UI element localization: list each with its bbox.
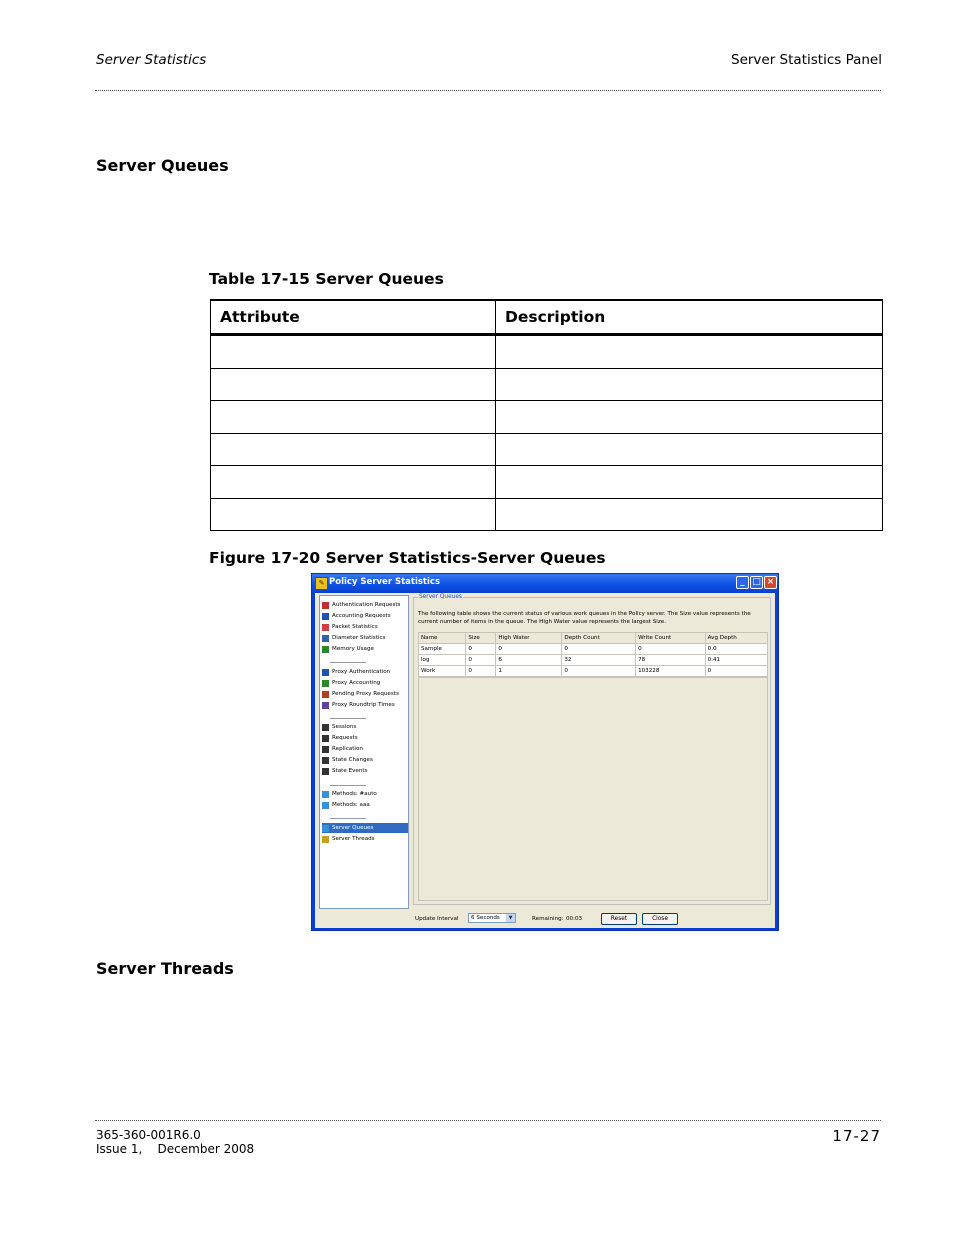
bars-icon <box>322 613 329 620</box>
remaining-value: 00:03 <box>566 916 583 922</box>
grid-icon <box>322 746 329 753</box>
globe-icon <box>322 791 329 798</box>
cell-write-count: 103228 <box>636 666 706 677</box>
chevron-down-icon[interactable]: ▼ <box>506 914 515 922</box>
server-queues-table <box>210 299 883 531</box>
table-row <box>211 498 883 531</box>
proxy-icon <box>322 680 329 687</box>
window-client-area <box>315 593 775 928</box>
sidebar-item-label: Authentication Requests <box>332 602 401 608</box>
sidebar-item-methods-aaa[interactable] <box>322 800 408 810</box>
description-cell <box>496 433 883 466</box>
description-cell <box>496 466 883 499</box>
cell-size: 0 <box>466 644 496 655</box>
attribute-cell <box>211 498 496 531</box>
sidebar-item-memory-usage[interactable] <box>322 644 408 654</box>
cell-write-count: 78 <box>636 655 706 666</box>
description-cell <box>496 498 883 531</box>
attribute-cell <box>211 335 496 369</box>
nav-separator <box>330 818 366 819</box>
sidebar-item-label: Server Threads <box>332 836 375 842</box>
table-row[interactable] <box>419 655 768 666</box>
sidebar-item-proxy-authentication[interactable] <box>322 667 408 677</box>
remaining-label: Remaining: <box>532 916 564 922</box>
update-interval-label: Update Interval <box>415 916 459 922</box>
sidebar-item-label: State Events <box>332 768 368 774</box>
nav-separator <box>330 718 366 719</box>
description-cell <box>496 368 883 401</box>
sidebar-item-label: Replication <box>332 746 363 752</box>
attribute-cell <box>211 368 496 401</box>
sidebar-item-authentication-requests[interactable] <box>322 600 408 610</box>
proxy-icon <box>322 691 329 698</box>
grid-icon <box>322 735 329 742</box>
sidebar-item-label: Proxy Roundtrip Times <box>332 702 395 708</box>
column-header-avg-depth[interactable]: Avg Depth <box>705 633 767 644</box>
sidebar-item-label: Proxy Authentication <box>332 669 391 675</box>
sidebar-item-proxy-roundtrip-times[interactable] <box>322 700 408 710</box>
panel-title: Server Queues <box>419 594 462 600</box>
header-left: Server Statistics <box>96 52 207 68</box>
close-window-button[interactable]: × <box>764 576 777 589</box>
sidebar-item-methods-auto[interactable] <box>322 789 408 799</box>
cell-size: 0 <box>466 666 496 677</box>
table-header-row <box>211 300 883 335</box>
sidebar-item-sessions[interactable] <box>322 722 408 732</box>
cell-avg-depth: 0.0 <box>705 644 767 655</box>
cell-depth-count: 0 <box>562 666 636 677</box>
sidebar-item-label: Methods: aaa <box>332 802 370 808</box>
sidebar-item-pending-proxy-requests[interactable] <box>322 689 408 699</box>
attribute-cell <box>211 401 496 434</box>
server-queues-panel <box>413 594 771 905</box>
update-interval-select[interactable] <box>468 913 516 923</box>
grid-icon <box>322 724 329 731</box>
sidebar-item-label: Methods: #auto <box>332 791 377 797</box>
sidebar-item-label: Server Queues <box>332 825 374 831</box>
attribute-cell <box>211 433 496 466</box>
table-row <box>211 401 883 434</box>
table-row[interactable] <box>419 644 768 655</box>
column-header-name[interactable]: Name <box>419 633 466 644</box>
minimize-button[interactable]: _ <box>736 576 749 589</box>
bottom-controls <box>415 913 775 925</box>
nav-separator <box>330 785 366 786</box>
cell-high-water: 1 <box>496 666 562 677</box>
queue-table <box>418 632 768 677</box>
sidebar-item-server-queues[interactable] <box>322 823 408 833</box>
queue-icon <box>322 825 329 832</box>
sidebar-item-replication[interactable] <box>322 744 408 754</box>
cell-avg-depth: 0 <box>705 666 767 677</box>
update-interval-value: 6 Seconds <box>471 915 500 921</box>
cell-depth-count: 32 <box>562 655 636 666</box>
sidebar-item-packet-statistics[interactable] <box>322 622 408 632</box>
threads-icon <box>322 836 329 843</box>
table-row <box>211 335 883 369</box>
header-right: Server Statistics Panel <box>731 52 882 68</box>
cell-name: Work <box>419 666 466 677</box>
bars-icon <box>322 602 329 609</box>
cell-size: 0 <box>466 655 496 666</box>
sidebar-item-label: State Changes <box>332 757 373 763</box>
packet-icon <box>322 624 329 631</box>
globe-icon <box>322 802 329 809</box>
sidebar-item-label: Proxy Accounting <box>332 680 381 686</box>
sidebar-item-state-events[interactable] <box>322 766 408 776</box>
section-heading-server-queues: Server Queues <box>96 156 229 175</box>
figure-caption: Figure 17-20 Server Statistics-Server Queues <box>209 549 606 567</box>
description-cell <box>496 401 883 434</box>
sidebar-item-diameter-statistics[interactable] <box>322 633 408 643</box>
sidebar-item-label: Pending Proxy Requests <box>332 691 399 697</box>
table-caption: Table 17-15 Server Queues <box>209 270 444 288</box>
description-cell <box>496 335 883 369</box>
table-row <box>211 466 883 499</box>
queue-table-empty-area <box>418 677 768 901</box>
footer-doc-number: 365-360-001R6.0 <box>96 1128 201 1142</box>
cell-name: Sample <box>419 644 466 655</box>
attribute-cell <box>211 466 496 499</box>
sidebar-item-accounting-requests[interactable] <box>322 611 408 621</box>
column-header-size[interactable]: Size <box>466 633 496 644</box>
memory-icon <box>322 646 329 653</box>
sidebar-item-label: Diameter Statistics <box>332 635 386 641</box>
grid-icon <box>322 768 329 775</box>
sidebar-item-label: Packet Statistics <box>332 624 378 630</box>
column-header-depth-count[interactable]: Depth Count <box>562 633 636 644</box>
policy-server-statistics-window <box>311 573 779 931</box>
table-row <box>211 433 883 466</box>
maximize-button[interactable]: □ <box>750 576 763 589</box>
cell-depth-count: 0 <box>562 644 636 655</box>
page-number: 17-27 <box>832 1127 881 1145</box>
proxy-icon <box>322 669 329 676</box>
sidebar-item-state-changes[interactable] <box>322 755 408 765</box>
sidebar-item-label: Memory Usage <box>332 646 374 652</box>
column-header-attribute: Attribute <box>211 300 496 335</box>
sidebar-item-proxy-accounting[interactable] <box>322 678 408 688</box>
cell-high-water: 0 <box>496 644 562 655</box>
app-icon: ✎ <box>315 577 328 590</box>
sidebar-item-label: Requests <box>332 735 358 741</box>
window-title: Policy Server Statistics <box>329 577 441 587</box>
cell-write-count: 0 <box>636 644 706 655</box>
column-header-description: Description <box>496 300 883 335</box>
table-row[interactable] <box>419 666 768 677</box>
sidebar-item-label: Accounting Requests <box>332 613 391 619</box>
diameter-icon <box>322 635 329 642</box>
sidebar-item-label: Sessions <box>332 724 357 730</box>
close-button[interactable]: Close <box>642 913 678 925</box>
table-row <box>211 368 883 401</box>
sidebar-item-requests[interactable] <box>322 733 408 743</box>
header-rule <box>95 90 881 91</box>
reset-button[interactable]: Reset <box>601 913 637 925</box>
column-header-write-count[interactable]: Write Count <box>636 633 706 644</box>
nav-separator <box>330 662 366 663</box>
cell-name: log <box>419 655 466 666</box>
cell-high-water: 6 <box>496 655 562 666</box>
footer-issue: Issue 1, December 2008 <box>96 1142 255 1156</box>
proxy-icon <box>322 702 329 709</box>
queue-table-header <box>419 633 768 644</box>
statistics-nav-list[interactable] <box>319 595 409 909</box>
sidebar-item-server-threads[interactable] <box>322 834 408 844</box>
footer-rule <box>95 1120 881 1121</box>
cell-avg-depth: 0.41 <box>705 655 767 666</box>
column-header-high-water[interactable]: High Water <box>496 633 562 644</box>
panel-description: The following table shows the current status of various work queues in the Policy server. The Size value represents the current number of items in the queue. The High Water value represents the largest Size. <box>418 611 751 625</box>
grid-icon <box>322 757 329 764</box>
window-titlebar[interactable] <box>312 574 778 593</box>
section-heading-server-threads: Server Threads <box>96 959 234 978</box>
